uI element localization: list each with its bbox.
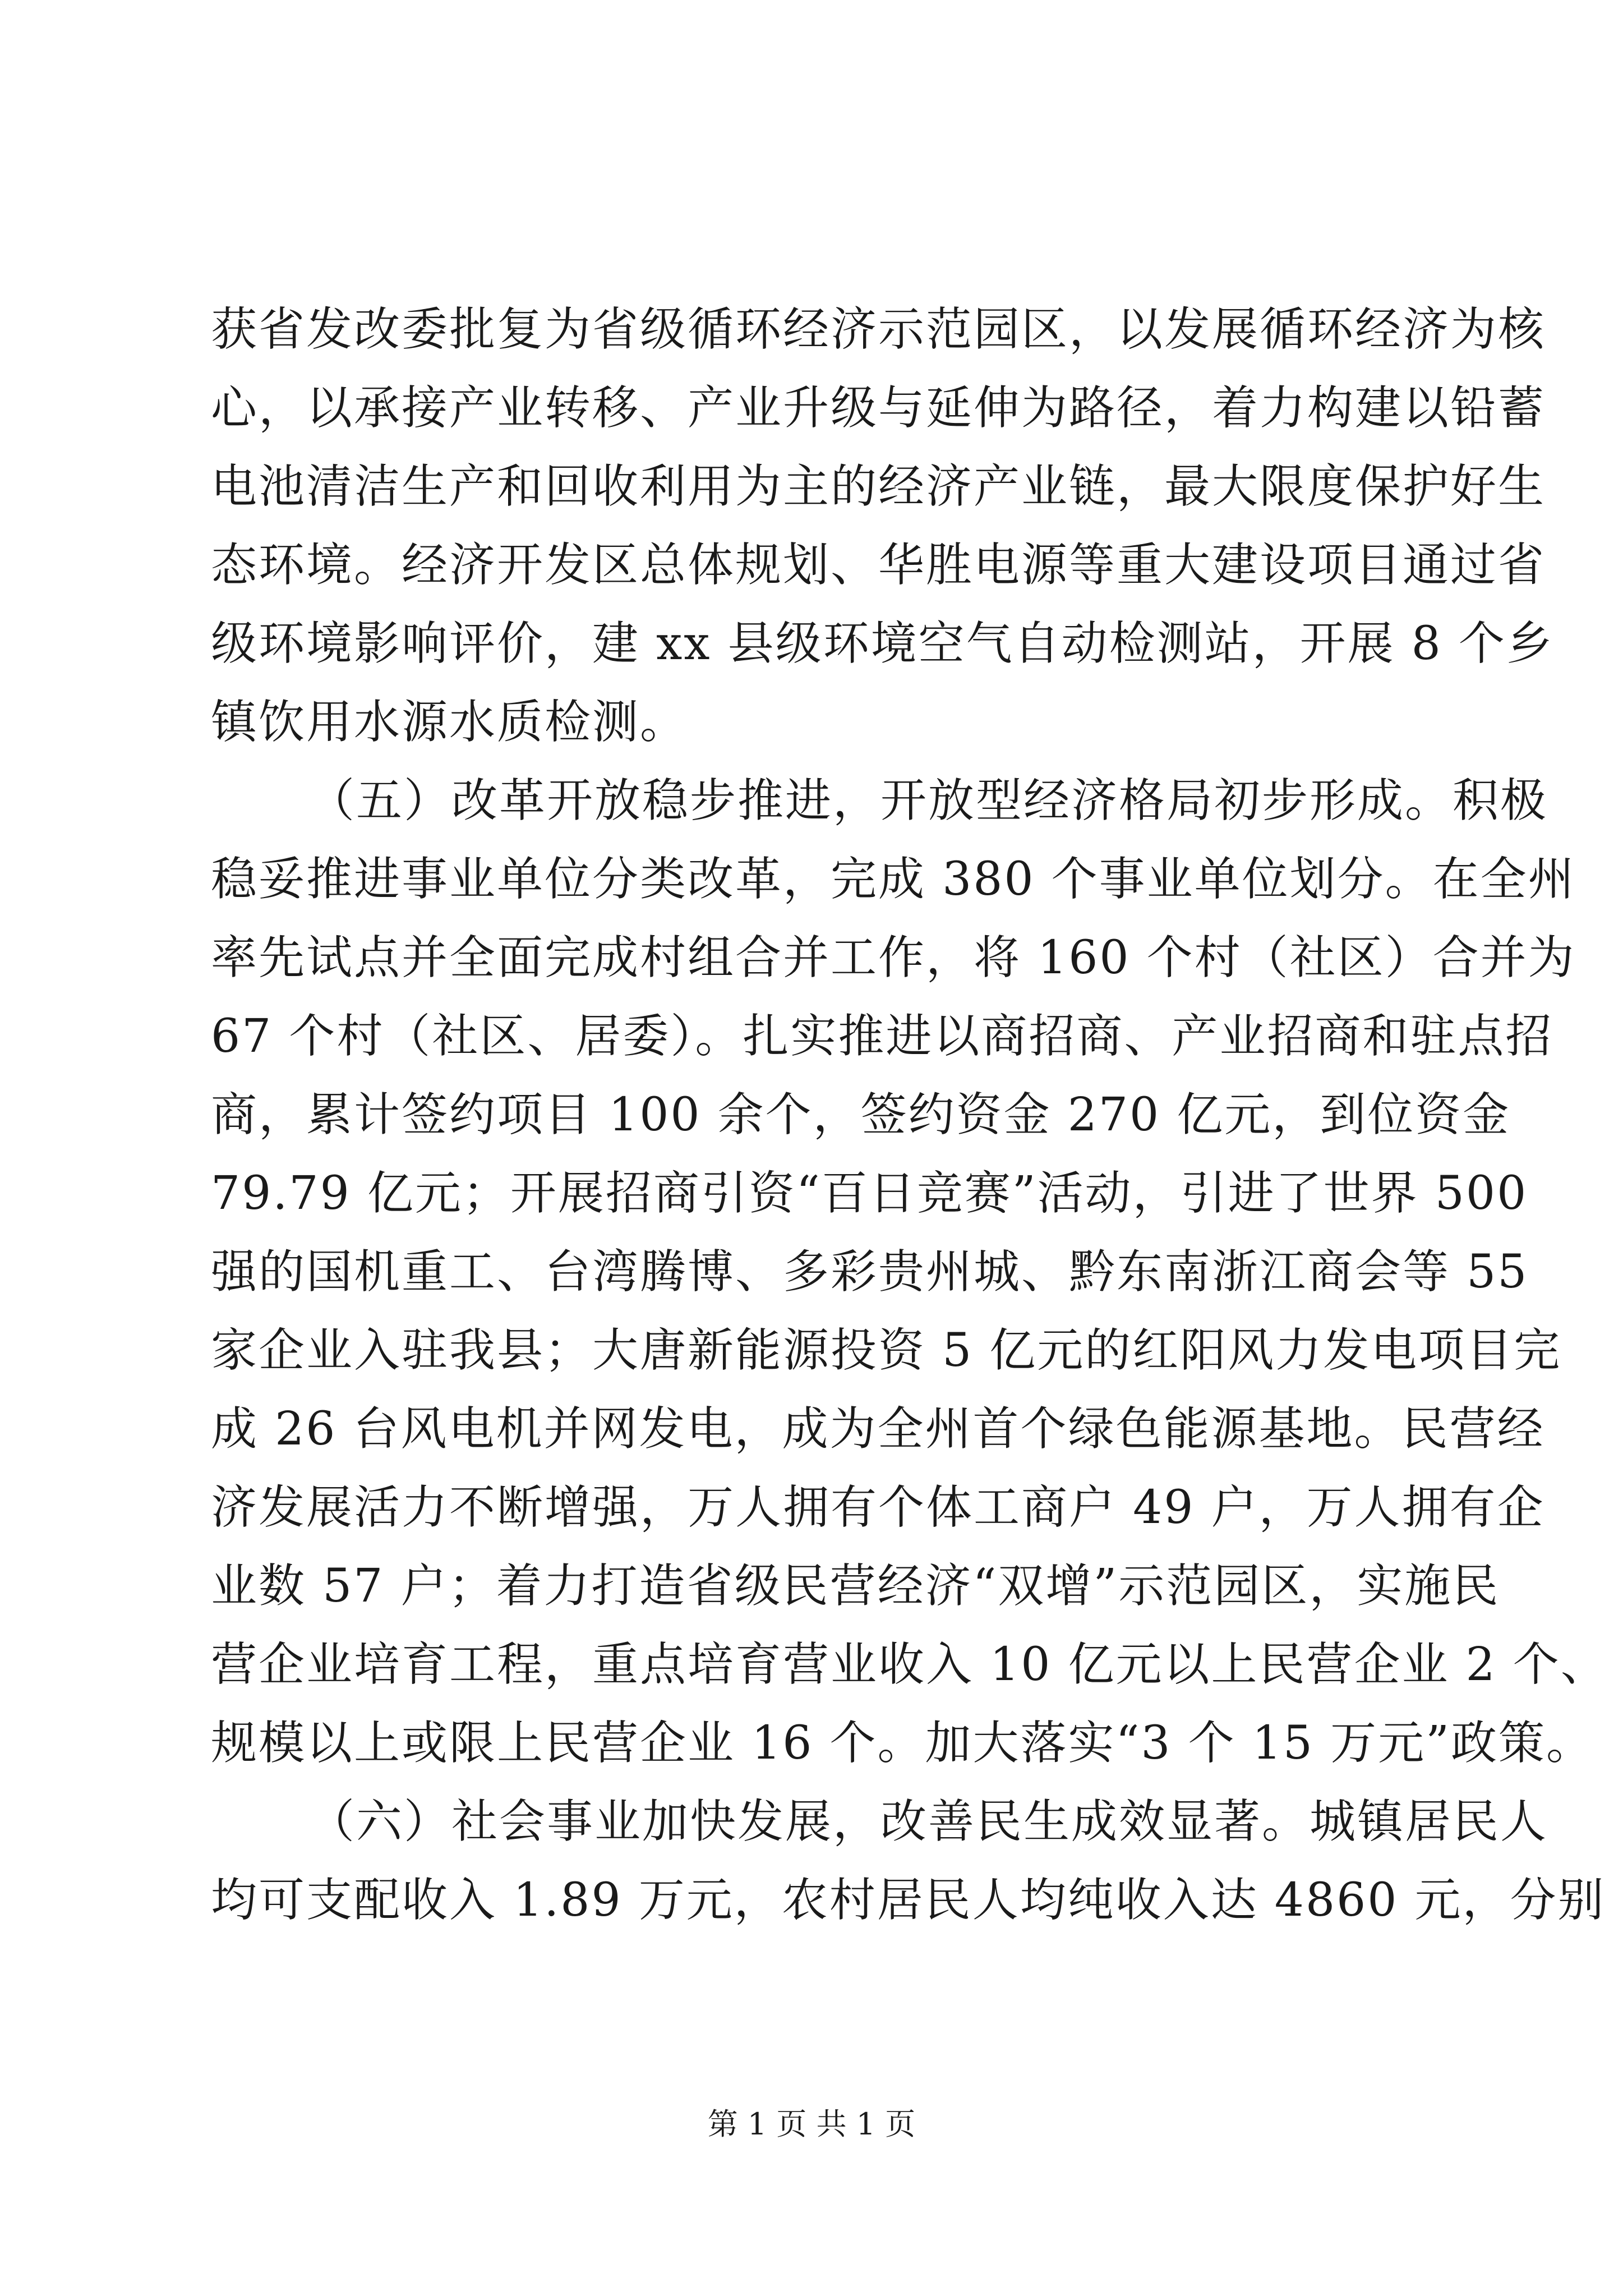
body-text-line: 79.79 亿元；开展招商引资“百日竞赛”活动，引进了世界 500	[211, 1167, 1528, 1220]
body-text-line: 电池清洁生产和回收利用为主的经济产业链，最大限度保护好生	[211, 460, 1546, 513]
page-footer: 第 1 页 共 1 页	[707, 2106, 916, 2142]
body-text-line: 率先试点并全面完成村组合并工作，将 160 个村（社区）合并为	[211, 931, 1576, 984]
body-text-line: 规模以上或限上民营企业 16 个。加大落实“3 个 15 万元”政策。	[211, 1717, 1594, 1770]
body-text-line: 济发展活力不断增强，万人拥有个体工商户 49 户，万人拥有企	[211, 1481, 1545, 1534]
body-text-line: 获省发改委批复为省级循环经济示范园区，以发展循环经济为核	[211, 303, 1546, 356]
body-text-line: 67 个村（社区、居委）。扎实推进以商招商、产业招商和驻点招	[211, 1010, 1553, 1063]
body-text-line: 稳妥推进事业单位分类改革，完成 380 个事业单位划分。在全州	[211, 853, 1576, 906]
body-text-line: 商，累计签约项目 100 余个，签约资金 270 亿元，到位资金	[211, 1088, 1511, 1142]
body-text-line: 镇饮用水源水质检测。	[211, 696, 688, 749]
body-text-line: 均可支配收入 1.89 万元，农村居民人均纯收入达 4860 元，分别	[211, 1874, 1606, 1927]
body-text-line: 强的国机重工、台湾腾博、多彩贵州城、黔东南浙江商会等 55	[211, 1245, 1529, 1299]
body-text-line: 业数 57 户；着力打造省级民营经济“双增”示范园区，实施民	[211, 1559, 1500, 1613]
section-heading-line: （五）改革开放稳步推进，开放型经济格局初步形成。积极	[308, 774, 1548, 827]
body-text-line: 级环境影响评价，建 xx 县级环境空气自动检测站，开展 8 个乡	[211, 617, 1554, 670]
body-text-line: 家企业入驻我县；大唐新能源投资 5 亿元的红阳风力发电项目完	[211, 1324, 1562, 1377]
body-text-line: 营企业培育工程，重点培育营业收入 10 亿元以上民营企业 2 个、	[211, 1638, 1608, 1691]
body-text-line: 成 26 台风电机并网发电，成为全州首个绿色能源基地。民营经	[211, 1402, 1545, 1456]
section-heading-line: （六）社会事业加快发展，改善民生成效显著。城镇居民人	[308, 1795, 1548, 1848]
body-text-line: 心，以承接产业转移、产业升级与延伸为路径，着力构建以铅蓄	[211, 381, 1546, 435]
body-text-line: 态环境。经济开发区总体规划、华胜电源等重大建设项目通过省	[211, 539, 1546, 592]
